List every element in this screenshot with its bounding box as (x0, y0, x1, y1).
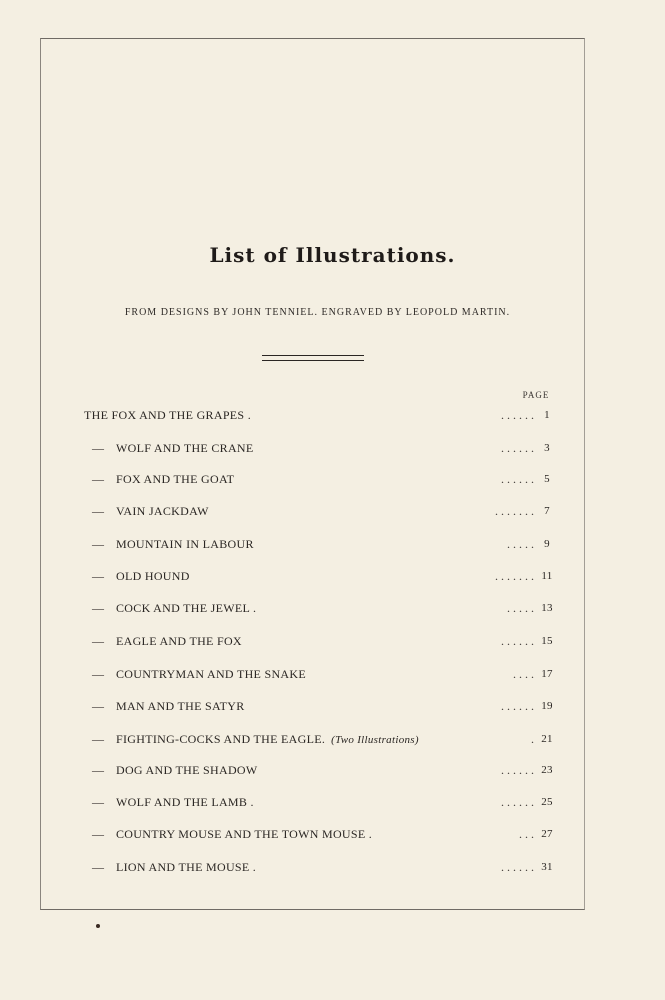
entry-title: MAN AND THE SATYR (116, 699, 245, 713)
entry-title: EAGLE AND THE FOX (116, 634, 242, 648)
entry-title: LION AND THE MOUSE . (116, 860, 257, 874)
ditto-dash: — (92, 860, 105, 874)
entry-page-number: 3 (544, 442, 550, 454)
entry-title: WOLF AND THE CRANE (116, 441, 254, 455)
dot-leader: . (531, 732, 534, 746)
entry-title: VAIN JACKDAW (116, 504, 209, 518)
ditto-dash: — (92, 699, 105, 713)
dot-leader: . . . . . . (501, 763, 534, 777)
list-entry (84, 826, 554, 842)
ditto-dash: — (92, 763, 105, 777)
page-title: List of Illustrations. (209, 243, 456, 267)
entry-page-number: 7 (544, 505, 550, 517)
entry-page-number: 19 (541, 700, 553, 712)
ditto-dash: — (92, 827, 105, 841)
list-entry (84, 440, 554, 456)
ditto-dash: — (92, 569, 105, 583)
entry-note: (Two Illustrations) (331, 734, 419, 746)
ditto-dash: — (92, 795, 105, 809)
entry-title: COUNTRYMAN AND THE SNAKE (116, 667, 306, 681)
ditto-dash: — (92, 537, 105, 551)
dot-leader: . . . . . (507, 537, 534, 551)
list-entry (84, 859, 554, 875)
dot-leader: . . . (519, 827, 534, 841)
entry-page-number: 27 (541, 828, 553, 840)
dot-leader: . . . . . . . (495, 569, 534, 583)
ditto-dash: — (92, 504, 105, 518)
list-entry (84, 762, 554, 778)
list-entry (84, 407, 554, 423)
entry-page-number: 11 (541, 570, 553, 582)
ditto-dash: — (92, 441, 105, 455)
dot-leader: . . . . . . (501, 634, 534, 648)
entry-title-with-note (116, 731, 419, 748)
dot-leader: . . . . (513, 667, 534, 681)
list-entry (84, 568, 554, 584)
entry-page-number: 1 (544, 409, 550, 421)
dot-leader: . . . . . . (501, 472, 534, 486)
page-subtitle: FROM DESIGNS BY JOHN TENNIEL. ENGRAVED BY LEOPOLD MARTIN. (124, 307, 511, 318)
entry-page-number: 15 (541, 635, 553, 647)
entry-page-number: 23 (541, 764, 553, 776)
entry-page-number: 31 (541, 861, 553, 873)
entry-page-number: 9 (544, 538, 550, 550)
list-entry (84, 633, 554, 649)
entry-title: OLD HOUND (116, 569, 190, 583)
entry-page-number: 21 (541, 733, 553, 745)
list-entry (84, 536, 554, 552)
entry-title: COCK AND THE JEWEL . (116, 601, 257, 615)
entry-page-number: 25 (541, 796, 553, 808)
entry-title: DOG AND THE SHADOW (116, 763, 258, 777)
page-column-header: PAGE (522, 390, 550, 400)
ditto-dash: — (92, 732, 105, 746)
dot-leader: . . . . . . (501, 441, 534, 455)
list-entry (84, 503, 554, 519)
entry-title: FIGHTING-COCKS AND THE EAGLE. (116, 732, 326, 746)
dot-leader: . . . . . . (501, 699, 534, 713)
dot-leader: . . . . . . (501, 408, 534, 422)
entry-title: FOX AND THE GOAT (116, 472, 235, 486)
list-entry (84, 794, 554, 810)
dot-leader: . . . . . (507, 601, 534, 615)
entry-page-number: 17 (541, 668, 553, 680)
entry-title: COUNTRY MOUSE AND THE TOWN MOUSE . (116, 827, 373, 841)
entry-title: THE FOX AND THE GRAPES . (84, 408, 251, 422)
dot-leader: . . . . . . . (495, 504, 534, 518)
ditto-dash: — (92, 601, 105, 615)
ditto-dash: — (92, 472, 105, 486)
list-entry (84, 666, 554, 682)
dot-leader: . . . . . . (501, 860, 534, 874)
entry-title: WOLF AND THE LAMB . (116, 795, 254, 809)
ditto-dash: — (92, 667, 105, 681)
ditto-dash: — (92, 634, 105, 648)
ink-speck (96, 924, 100, 928)
list-entry (84, 731, 554, 747)
list-entry (84, 600, 554, 616)
entry-page-number: 13 (541, 602, 553, 614)
entry-title: MOUNTAIN IN LABOUR (116, 537, 254, 551)
entry-page-number: 5 (544, 473, 550, 485)
list-entry (84, 471, 554, 487)
list-entry (84, 698, 554, 714)
dot-leader: . . . . . . (501, 795, 534, 809)
